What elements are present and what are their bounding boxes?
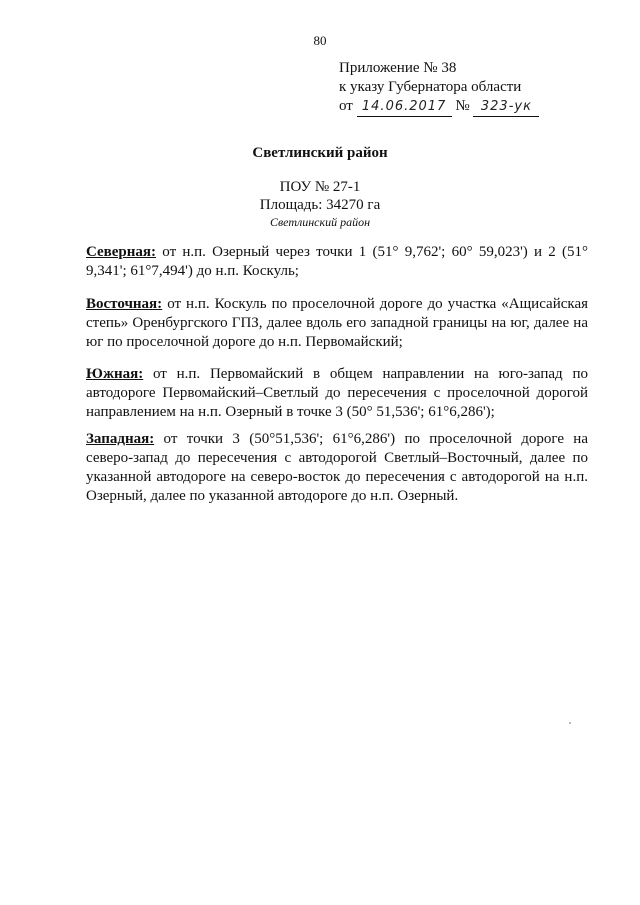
- pou-area: Площадь: 34270 га: [259, 197, 381, 213]
- border-west-label: Западная:: [86, 431, 155, 447]
- border-west-text: от точки 3 (50°51,536'; 61°6,286') по проселочной дороге на северо-запад до пересечения с автодорогой Светлый–Восточный, далее по указанной автодороге на северо-восток до пересечения с автодорогой на н.п. Озерный, далее по указанной автодороге до н.п. Озерный.: [86, 431, 588, 504]
- annex-date-number: [339, 97, 609, 117]
- border-west: [86, 430, 588, 506]
- annex-no-label: №: [455, 98, 470, 114]
- border-east-label: Восточная:: [86, 296, 163, 312]
- border-east-text: от н.п. Коскуль по проселочной дороге до участка «Ащисайская степь» Оренбургского ГПЗ, далее вдоль его западной границы на юг, далее на юг по проселочной дороге до н.п. Первомайский;: [86, 296, 589, 350]
- scan-speck: [569, 722, 571, 724]
- annex-from-label: от: [339, 98, 353, 114]
- pou-number: ПОУ № 27-1: [279, 179, 361, 195]
- border-north-text: от н.п. Озерный через точки 1 (51° 9,762'; 60° 59,023') и 2 (51° 9,341'; 61°7,494') до н.п. Коскуль;: [86, 244, 589, 279]
- annex-number-handwritten: 323-ук: [473, 97, 539, 117]
- page-number: 80: [313, 33, 327, 48]
- border-north: [86, 243, 588, 281]
- pou-block: [0, 178, 640, 230]
- district-title: Светлинский район: [252, 145, 388, 161]
- annex-title: Приложение № 38: [339, 60, 457, 76]
- pou-district: Светлинский район: [269, 215, 371, 229]
- border-north-label: Северная:: [86, 244, 157, 260]
- annex-header: [339, 59, 609, 117]
- border-south: [86, 365, 588, 422]
- annex-decree: к указу Губернатора области: [339, 79, 522, 95]
- annex-date-handwritten: 14.06.2017: [357, 97, 452, 117]
- border-south-label: Южная:: [86, 366, 144, 382]
- border-south-text: от н.п. Первомайский в общем направлении на юго-запад по автодороге Первомайский–Светлый до пересечения с проселочной дорогой направлением на н.п. Озерный в точке 3 (50° 51,536'; 61°6,286');: [86, 366, 588, 420]
- border-east: [86, 295, 588, 352]
